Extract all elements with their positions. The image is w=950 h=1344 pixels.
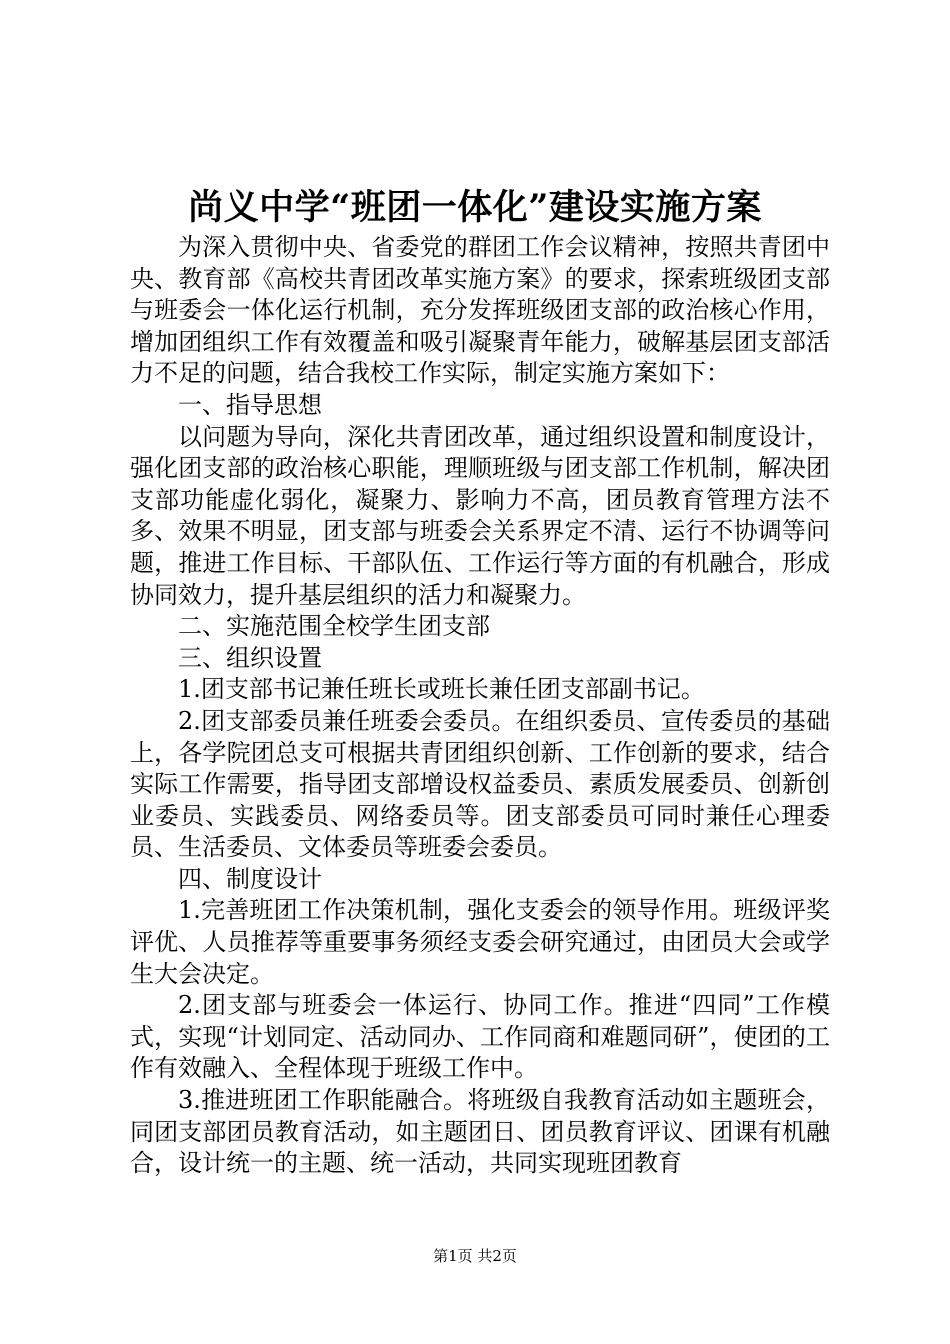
- document-body: [130, 232, 830, 1180]
- body-paragraph-system-3: 3.推进班团工作职能融合。将班级自我教育活动如主题班会，同团支部团员教育活动，如主题团日、团员教育评议、团课有机融合，设计统一的主题、统一活动，共同实现班团教育: [130, 1086, 830, 1178]
- body-paragraph-system-1: 1.完善班团工作决策机制，强化支委会的领导作用。班级评奖评优、人员推荐等重要事务须经支委会研究通过，由团员大会或学生大会决定。: [130, 896, 830, 988]
- body-paragraph-organization-1: 1.团支部书记兼任班长或班长兼任团支部副书记。: [178, 675, 705, 704]
- section-heading-scope: 二、实施范围全校学生团支部: [178, 612, 490, 641]
- body-paragraph-intro: 为深入贯彻中央、省委党的群团工作会议精神，按照共青团中央、教育部《高校共青团改革实施方案》的要求，探索班级团支部与班委会一体化运行机制，充分发挥班级团支部的政治核心作用，增加团组织工作有效覆盖和吸引凝聚青年能力，破解基层团支部活力不足的问题，结合我校工作实际，制定实施方案如下：: [130, 233, 830, 388]
- body-paragraph-system-2: 2.团支部与班委会一体运行、协同工作。推进“四同”工作模式，实现“计划同定、活动同办、工作同商和难题同研”，使团的工作有效融入、全程体现于班级工作中。: [130, 991, 830, 1083]
- section-heading-guiding-thought: 一、指导思想: [178, 390, 322, 419]
- body-paragraph-guiding-thought: 以问题为导向，深化共青团改革，通过组织设置和制度设计，强化团支部的政治核心职能，理顺班级与团支部工作机制，解决团支部功能虚化弱化，凝聚力、影响力不高，团员教育管理方法不多、效果不明显，团支部与班委会关系界定不清、运行不协调等问题，推进工作目标、干部队伍、工作运行等方面的有机融合，形成协同效力，提升基层组织的活力和凝聚力。: [130, 422, 830, 609]
- document-title: 尚义中学“班团一体化”建设实施方案: [188, 187, 762, 228]
- page-footer: 第1页 共2页: [433, 1247, 517, 1265]
- section-heading-organization: 三、组织设置: [178, 643, 322, 672]
- section-heading-system-design: 四、制度设计: [178, 864, 322, 893]
- body-paragraph-organization-2: 2.团支部委员兼任班委会委员。在组织委员、宣传委员的基础上，各学院团总支可根据共青团组织创新、工作创新的要求，结合实际工作需要，指导团支部增设权益委员、素质发展委员、创新创业委员、实践委员、网络委员等。团支部委员可同时兼任心理委员、生活委员、文体委员等班委会委员。: [130, 706, 830, 862]
